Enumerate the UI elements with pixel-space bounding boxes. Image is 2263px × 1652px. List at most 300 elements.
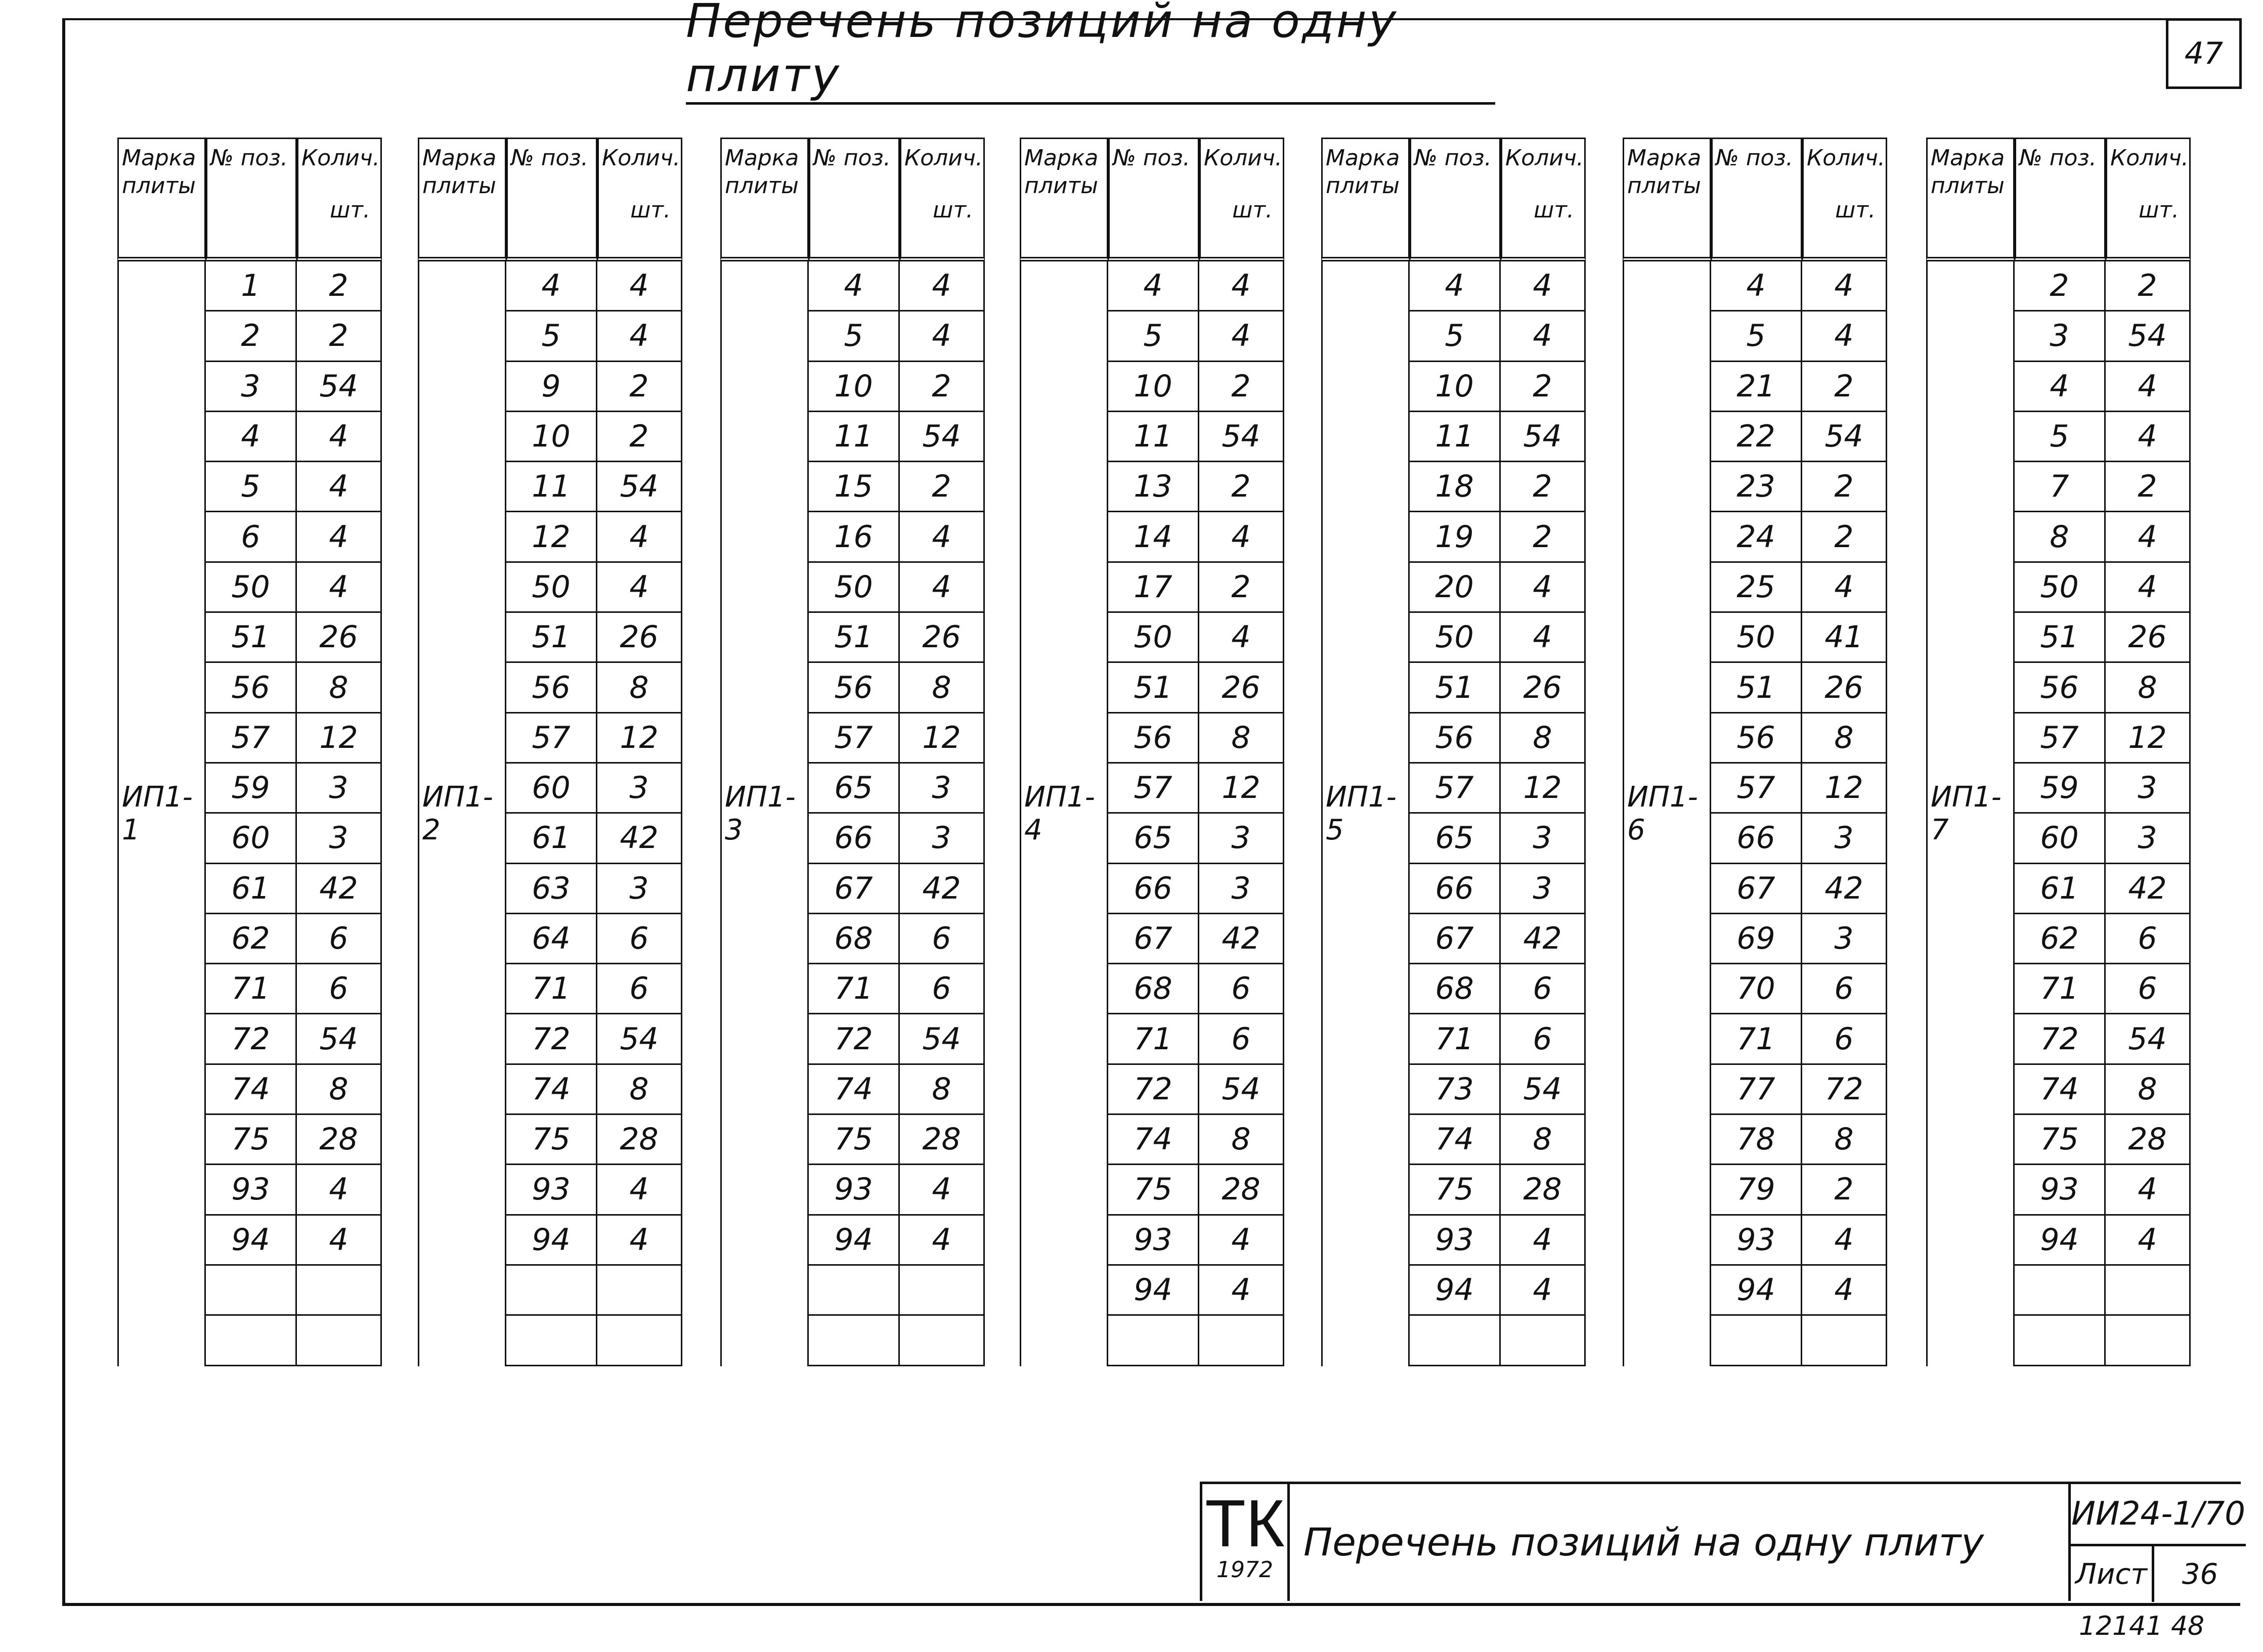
quantity-cell: 3 [297,764,382,814]
document-code: ИИ24-1/70 [2071,1484,2246,1546]
quantity-cell: 54 [1802,412,1887,462]
quantity-cell: 54 [1501,412,1586,462]
position-number-cell: 75 [1108,1165,1199,1215]
position-number-cell: 73 [1410,1065,1501,1115]
position-number-cell: 78 [1711,1115,1802,1165]
quantity-cell: 4 [597,261,682,311]
position-number-cell: 70 [1711,964,1802,1014]
quantity-cell: 54 [2106,311,2191,362]
quantity-cell: 2 [1802,1165,1887,1215]
position-number-cell: 69 [1711,914,1802,964]
position-number-cell: 25 [1711,563,1802,613]
quantity-cell: 12 [900,713,985,764]
quantity-cell: 4 [597,311,682,362]
header-quantity [900,138,985,261]
quantity-cell: 26 [2106,613,2191,663]
quantity-cell: 2 [900,362,985,412]
position-number-cell: 75 [2015,1115,2106,1165]
quantity-cell: 12 [2106,713,2191,764]
quantity-cell: 54 [597,462,682,512]
position-number-cell [1108,1316,1199,1366]
position-number-cell: 61 [2015,864,2106,914]
quantity-cell: 6 [597,964,682,1014]
position-number-cell: 57 [506,713,597,764]
title-block-name: Перечень позиций на одну плиту [1303,1520,1984,1565]
position-number-cell: 66 [1711,814,1802,864]
plate-mark: ИП1-7 [1926,261,2015,1366]
header-quantity-label: Колич. [301,145,380,171]
quantity-cell [1199,1316,1284,1366]
position-number-cell: 94 [2015,1216,2106,1266]
position-number-cell: 56 [1711,713,1802,764]
position-table [1020,138,1284,1376]
quantity-cell: 4 [1501,563,1586,613]
quantity-cell: 54 [1199,412,1284,462]
position-number-cell: 71 [506,964,597,1014]
quantity-cell: 4 [1501,1216,1586,1266]
position-number-cell: 65 [1108,814,1199,864]
position-number-cell: 11 [1108,412,1199,462]
quantity-cell: 3 [1802,814,1887,864]
position-number-cell: 14 [1108,512,1199,562]
position-number-cell: 2 [2015,261,2106,311]
position-number-cell: 72 [506,1014,597,1064]
quantity-cell: 4 [900,512,985,562]
quantity-cell: 4 [1501,613,1586,663]
quantity-cell: 2 [1501,512,1586,562]
position-number-cell: 16 [809,512,900,562]
header-quantity-unit: шт. [1534,197,1574,223]
quantity-cell: 4 [900,311,985,362]
position-number-cell: 23 [1711,462,1802,512]
quantity-cell [2106,1266,2191,1316]
position-number-cell: 21 [1711,362,1802,412]
position-number-cell: 51 [809,613,900,663]
position-number-cell: 19 [1410,512,1501,562]
quantity-cell [597,1316,682,1366]
position-number-cell: 51 [1711,663,1802,713]
position-number-cell: 4 [1410,261,1501,311]
quantity-cell: 28 [900,1115,985,1165]
position-number-cell: 5 [506,311,597,362]
quantity-cell: 12 [597,713,682,764]
position-number-cell: 65 [809,764,900,814]
position-number-cell: 67 [1108,914,1199,964]
header-quantity-label: Колич. [904,145,983,171]
position-number-cell: 51 [506,613,597,663]
quantity-cell: 4 [1199,261,1284,311]
position-number-cell: 10 [1108,362,1199,412]
header-quantity [1199,138,1284,261]
position-table [1623,138,1887,1376]
quantity-cell: 3 [1501,814,1586,864]
position-number-cell: 56 [206,663,297,713]
header-quantity-label: Колич. [1505,145,1584,171]
quantity-cell: 4 [1802,1216,1887,1266]
quantity-cell: 54 [1199,1065,1284,1115]
quantity-cell: 4 [900,261,985,311]
position-number-cell: 74 [506,1065,597,1115]
quantity-cell: 6 [2106,964,2191,1014]
quantity-cell: 54 [2106,1014,2191,1064]
position-number-cell: 11 [1410,412,1501,462]
header-quantity [297,138,382,261]
position-number-cell: 50 [1108,613,1199,663]
quantity-cell: 42 [597,814,682,864]
quantity-cell: 2 [1802,462,1887,512]
quantity-cell: 8 [2106,663,2191,713]
position-number-cell: 2 [206,311,297,362]
plate-mark: ИП1-1 [117,261,206,1366]
quantity-cell: 28 [1501,1165,1586,1215]
position-number-cell: 4 [1108,261,1199,311]
position-number-cell: 79 [1711,1165,1802,1215]
position-table [1926,138,2191,1376]
position-number-cell [206,1316,297,1366]
position-number-cell: 74 [1108,1115,1199,1165]
quantity-cell: 6 [1501,1014,1586,1064]
position-number-cell: 17 [1108,563,1199,613]
position-number-cell: 60 [206,814,297,864]
header-mark: Марка плиты [1926,138,2015,261]
position-number-cell: 71 [1410,1014,1501,1064]
position-number-cell: 5 [1410,311,1501,362]
quantity-cell: 42 [297,864,382,914]
quantity-cell: 6 [1802,964,1887,1014]
title-block [1200,1482,2245,1601]
header-position: № поз. [1108,138,1199,261]
quantity-cell: 8 [1802,713,1887,764]
quantity-cell: 12 [1501,764,1586,814]
position-number-cell: 50 [1410,613,1501,663]
position-number-cell: 67 [809,864,900,914]
position-number-cell: 15 [809,462,900,512]
quantity-cell: 54 [1501,1065,1586,1115]
quantity-cell: 26 [297,613,382,663]
header-position: № поз. [809,138,900,261]
position-number-cell: 4 [206,412,297,462]
header-quantity-unit: шт. [2139,197,2179,223]
position-number-cell: 93 [809,1165,900,1215]
header-quantity-unit: шт. [630,197,671,223]
position-number-cell: 60 [2015,814,2106,864]
position-number-cell [809,1266,900,1316]
quantity-cell: 2 [1199,362,1284,412]
archive-number: 12141 48 [2079,1611,2205,1641]
quantity-cell: 54 [900,412,985,462]
tk-year: 1972 [1216,1557,1273,1583]
quantity-cell: 4 [1802,311,1887,362]
header-quantity-label: Колич. [602,145,680,171]
quantity-cell: 54 [297,1014,382,1064]
page-title: Перечень позиций на одну плиту [686,47,1495,105]
quantity-cell: 3 [2106,764,2191,814]
position-number-cell: 50 [506,563,597,613]
position-number-cell: 18 [1410,462,1501,512]
position-number-cell: 56 [809,663,900,713]
quantity-cell: 42 [2106,864,2191,914]
position-number-cell: 62 [2015,914,2106,964]
quantity-cell [1501,1316,1586,1366]
header-quantity-label: Колич. [2110,145,2189,171]
position-number-cell: 71 [206,964,297,1014]
position-number-cell: 4 [506,261,597,311]
quantity-cell: 4 [2106,412,2191,462]
quantity-cell: 8 [297,1065,382,1115]
quantity-cell: 3 [900,764,985,814]
position-number-cell: 57 [809,713,900,764]
quantity-cell: 4 [597,1165,682,1215]
position-number-cell: 24 [1711,512,1802,562]
quantity-cell: 2 [1802,362,1887,412]
position-number-cell: 59 [2015,764,2106,814]
position-number-cell: 13 [1108,462,1199,512]
quantity-cell [900,1266,985,1316]
quantity-cell: 4 [2106,563,2191,613]
quantity-cell: 3 [1501,864,1586,914]
quantity-cell: 26 [597,613,682,663]
quantity-cell: 4 [297,412,382,462]
position-number-cell: 50 [1711,613,1802,663]
quantity-cell: 3 [1199,864,1284,914]
position-number-cell: 66 [1108,864,1199,914]
quantity-cell: 3 [597,764,682,814]
header-position: № поз. [2015,138,2106,261]
quantity-cell: 4 [1199,1266,1284,1316]
position-number-cell: 7 [2015,462,2106,512]
quantity-cell: 8 [597,663,682,713]
quantity-cell: 4 [297,512,382,562]
position-number-cell [809,1316,900,1366]
position-number-cell: 57 [2015,713,2106,764]
quantity-cell: 2 [297,261,382,311]
position-number-cell: 63 [506,864,597,914]
position-number-cell [2015,1266,2106,1316]
position-number-cell: 75 [809,1115,900,1165]
plate-mark: ИП1-5 [1321,261,1410,1366]
tk-label: ТК [1205,1486,1285,1560]
quantity-cell: 12 [1802,764,1887,814]
quantity-cell: 4 [1199,1216,1284,1266]
quantity-cell: 4 [2106,1216,2191,1266]
position-table [418,138,682,1376]
header-position: № поз. [506,138,597,261]
quantity-cell: 2 [1199,563,1284,613]
position-number-cell: 5 [809,311,900,362]
quantity-cell: 2 [1802,512,1887,562]
position-number-cell: 74 [809,1065,900,1115]
quantity-cell: 4 [1199,512,1284,562]
position-number-cell: 5 [2015,412,2106,462]
position-number-cell: 5 [1108,311,1199,362]
quantity-cell: 2 [297,311,382,362]
quantity-cell: 4 [2106,512,2191,562]
quantity-cell: 4 [1802,261,1887,311]
position-number-cell: 93 [1711,1216,1802,1266]
quantity-cell [1802,1316,1887,1366]
quantity-cell: 8 [1199,713,1284,764]
quantity-cell [297,1266,382,1316]
quantity-cell: 4 [597,512,682,562]
quantity-cell: 6 [1199,964,1284,1014]
quantity-cell: 41 [1802,613,1887,663]
position-table [1321,138,1586,1376]
position-number-cell: 3 [2015,311,2106,362]
quantity-cell: 8 [1802,1115,1887,1165]
position-number-cell: 65 [1410,814,1501,864]
quantity-cell: 42 [900,864,985,914]
plate-mark: ИП1-3 [720,261,809,1366]
quantity-cell: 4 [2106,362,2191,412]
quantity-cell: 4 [2106,1165,2191,1215]
quantity-cell: 3 [297,814,382,864]
position-number-cell: 93 [2015,1165,2106,1215]
position-number-cell: 94 [1108,1266,1199,1316]
position-number-cell: 74 [206,1065,297,1115]
position-number-cell: 5 [1711,311,1802,362]
quantity-cell: 42 [1501,914,1586,964]
position-number-cell: 61 [206,864,297,914]
header-mark: Марка плиты [117,138,206,261]
header-mark: Марка плиты [1321,138,1410,261]
position-number-cell: 57 [1108,764,1199,814]
quantity-cell: 8 [1501,713,1586,764]
quantity-cell: 4 [900,563,985,613]
position-number-cell: 56 [1108,713,1199,764]
position-number-cell: 94 [506,1216,597,1266]
position-number-cell: 75 [506,1115,597,1165]
header-quantity-label: Колич. [1807,145,1885,171]
quantity-cell: 54 [597,1014,682,1064]
position-number-cell [506,1316,597,1366]
position-number-cell [206,1266,297,1316]
quantity-cell: 4 [297,563,382,613]
position-number-cell: 66 [1410,864,1501,914]
quantity-cell: 3 [1802,914,1887,964]
sheet-corner-number: 47 [2166,18,2242,89]
position-number-cell: 1 [206,261,297,311]
position-number-cell: 51 [206,613,297,663]
position-number-cell: 93 [206,1165,297,1215]
header-quantity-label: Колич. [1204,145,1282,171]
position-number-cell [2015,1316,2106,1366]
position-number-cell: 4 [1711,261,1802,311]
header-quantity [2106,138,2191,261]
quantity-cell: 28 [297,1115,382,1165]
quantity-cell: 8 [900,663,985,713]
position-number-cell: 94 [1410,1266,1501,1316]
quantity-cell: 28 [597,1115,682,1165]
position-number-cell: 56 [2015,663,2106,713]
plate-mark: ИП1-6 [1623,261,1711,1366]
position-number-cell: 60 [506,764,597,814]
position-number-cell: 4 [809,261,900,311]
quantity-cell: 2 [1199,462,1284,512]
position-number-cell: 61 [506,814,597,864]
header-mark: Марка плиты [1020,138,1108,261]
header-quantity-unit: шт. [330,197,370,223]
quantity-cell: 4 [1199,613,1284,663]
position-number-cell: 56 [1410,713,1501,764]
quantity-cell: 26 [1802,663,1887,713]
quantity-cell: 4 [597,563,682,613]
quantity-cell: 3 [597,864,682,914]
quantity-cell: 6 [900,964,985,1014]
quantity-cell: 54 [900,1014,985,1064]
position-number-cell: 68 [1410,964,1501,1014]
quantity-cell: 8 [2106,1065,2191,1115]
header-mark: Марка плиты [720,138,809,261]
position-number-cell: 68 [809,914,900,964]
quantity-cell: 12 [1199,764,1284,814]
quantity-cell: 6 [2106,914,2191,964]
sheet-label: Лист [2071,1546,2154,1602]
quantity-cell [297,1316,382,1366]
position-number-cell: 94 [206,1216,297,1266]
quantity-cell: 3 [2106,814,2191,864]
quantity-cell: 28 [2106,1115,2191,1165]
position-number-cell: 93 [1108,1216,1199,1266]
position-number-cell: 72 [1108,1065,1199,1115]
position-number-cell: 10 [506,412,597,462]
position-number-cell: 9 [506,362,597,412]
quantity-cell: 72 [1802,1065,1887,1115]
quantity-cell: 2 [2106,462,2191,512]
header-position: № поз. [1410,138,1501,261]
position-number-cell: 59 [206,764,297,814]
quantity-cell: 3 [900,814,985,864]
position-number-cell: 8 [2015,512,2106,562]
position-number-cell: 68 [1108,964,1199,1014]
quantity-cell: 8 [597,1065,682,1115]
quantity-cell: 8 [1199,1115,1284,1165]
position-number-cell: 57 [1410,764,1501,814]
position-number-cell [1410,1316,1501,1366]
quantity-cell: 42 [1802,864,1887,914]
quantity-cell: 6 [1802,1014,1887,1064]
quantity-cell: 6 [297,964,382,1014]
quantity-cell: 4 [597,1216,682,1266]
quantity-cell: 12 [297,713,382,764]
quantity-cell [900,1316,985,1366]
position-table [117,138,382,1376]
position-number-cell: 50 [2015,563,2106,613]
position-number-cell: 10 [809,362,900,412]
position-number-cell: 57 [206,713,297,764]
quantity-cell: 28 [1199,1165,1284,1215]
position-number-cell: 77 [1711,1065,1802,1115]
plate-mark: ИП1-2 [418,261,506,1366]
position-number-cell: 62 [206,914,297,964]
quantity-cell: 26 [900,613,985,663]
quantity-cell: 2 [597,362,682,412]
sheet-number: 36 [2182,1557,2218,1591]
quantity-cell: 4 [1199,311,1284,362]
position-number-cell: 72 [809,1014,900,1064]
position-number-cell: 50 [206,563,297,613]
quantity-cell [597,1266,682,1316]
quantity-cell: 2 [900,462,985,512]
position-number-cell: 50 [809,563,900,613]
position-number-cell: 11 [506,462,597,512]
position-number-cell: 57 [1711,764,1802,814]
position-number-cell: 93 [506,1165,597,1215]
code-box [2068,1484,2246,1601]
quantity-cell: 2 [597,412,682,462]
position-number-cell: 64 [506,914,597,964]
quantity-cell: 4 [1501,1266,1586,1316]
position-number-cell: 71 [2015,964,2106,1014]
